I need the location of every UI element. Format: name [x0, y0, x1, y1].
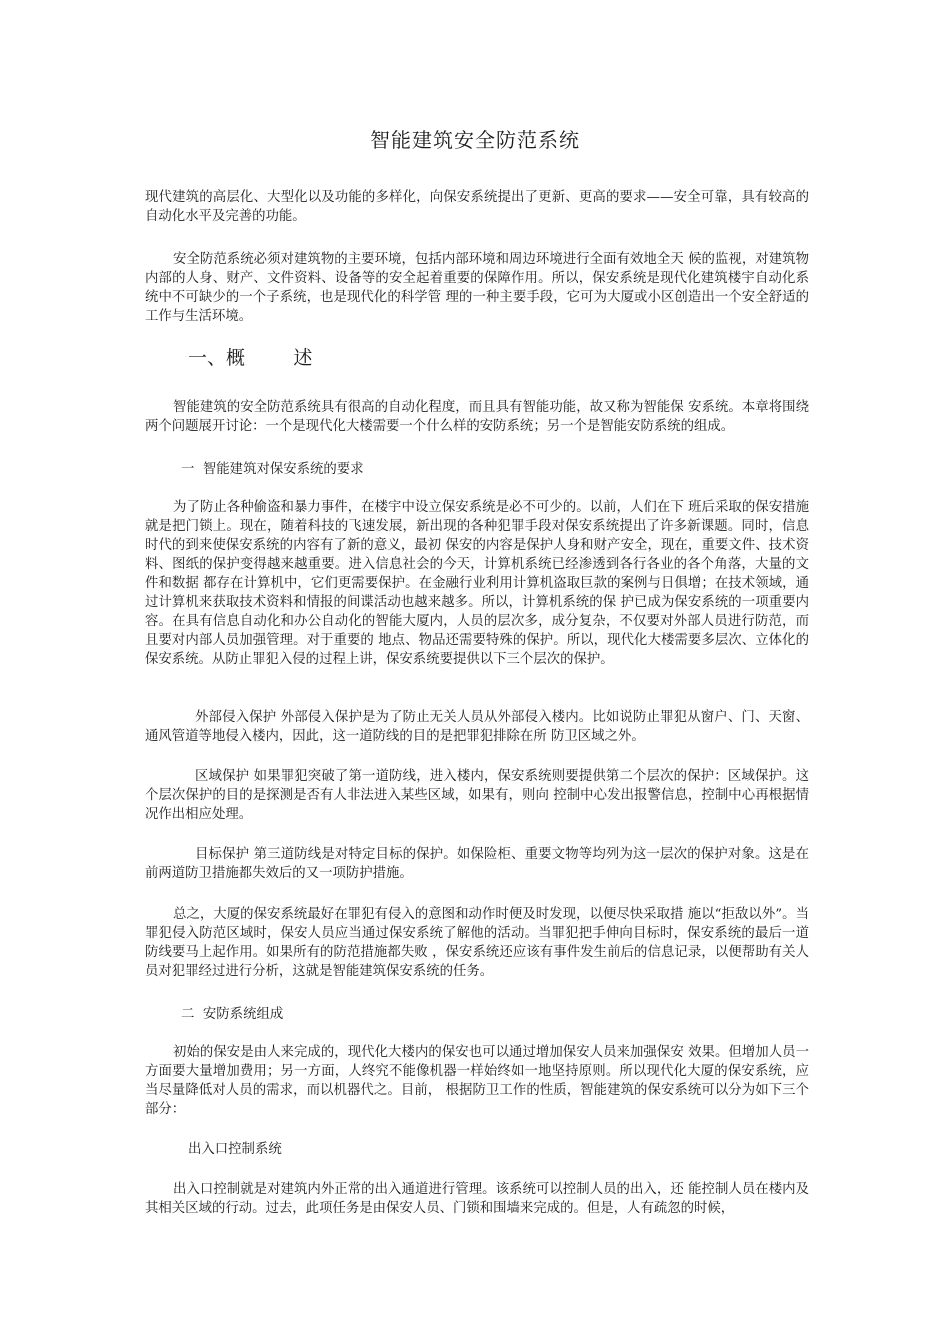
paragraph-area-protection: 区域保护 如果罪犯突破了第一道防线，进入楼内，保安系统则要提供第二个层次的保护：区域保护。这个层次保护的目的是探测是否有人非法进入某些区域，如果有，则向 控制中心发出报警信息，控制中心再根据情况作出相应处理。: [145, 769, 809, 822]
subsubsection-heading-access-control: 出入口控制系统: [188, 1142, 282, 1157]
paragraph-external-protection: 外部侵入保护 外部侵入保护是为了防止无关人员从外部侵入楼内。比如说防止罪犯从窗户、门、天窗、通风管道等地侵入楼内，因此，这一道防线的目的是把罪犯排除在所 防卫区域之外。: [145, 710, 809, 744]
paragraph-summary: 总之，大厦的保安系统最好在罪犯有侵入的意图和动作时便及时发现，以便尽快采取措 施以“拒敌以外”。当罪犯侵入防范区域时，保安人员应当通过保安系统了解他的活动。当罪犯把手伸向目标时，保安系统的最后一道防线要马上起作用。如果所有的防范措施都失败 ，保安系统还应该有事件发生前后的信息记录，以便帮助有关人员对犯罪经过进行分析，这就是智能建筑保安系统的任务。: [145, 907, 809, 979]
paragraph-access-control: 出入口控制就是对建筑内外正常的出入通道进行管理。该系统可以控制人员的出入，还 能控制人员在楼内及其相关区域的行动。过去，此项任务是由保安人员、门锁和围墙来完成的。但是，人有疏忽的时候，: [145, 1182, 809, 1216]
paragraph-target-protection: 目标保护 第三道防线是对特定目标的保护。如保险柜、重要文物等均列为这一层次的保护对象。这是在前两道防卫措施都失效后的又一项防护措施。: [145, 847, 809, 881]
paragraph-intro: 现代建筑的高层化、大型化以及功能的多样化，向保安系统提出了更新、更高的要求——安全可靠，具有较高的自动化水平及完善的功能。: [145, 190, 809, 224]
section-heading-overview: 一、概 述: [188, 347, 313, 369]
paragraph-requirements: 为了防止各种偷盗和暴力事件，在楼宇中设立保安系统是必不可少的。以前，人们在下 班后采取的保安措施就是把门锁上。现在，随着科技的飞速发展，新出现的各种犯罪手段对保安系统提出了许多新课题。同时，信息时代的到来使保安系统的内容有了新的意义，最初 保安的内容是保护人身和财产安全，现在，重要文件、技术资料、图纸的保护变得越来越重要。进入信息社会的今天，计算机系统已经渗透到各行各业的各个角落，大量的文件和数据 都存在计算机中，它们更需要保护。在金融行业利用计算机盗取巨款的案例与日俱增；在技术领域，通过计算机来获取技术资料和情报的间谍活动也越来越多。所以，计算机系统的保 护已成为保安系统的一项重要内容。在具有信息自动化和办公自动化的智能大厦内，人员的层次多，成分复杂，不仅要对外部人员进行防范，而且要对内部人员加强管理。对于重要的 地点、物品还需要特殊的保护。所以，现代化大楼需要多层次、立体化的保安系统。从防止罪犯入侵的过程上讲，保安系统要提供以下三个层次的保护。: [145, 500, 809, 667]
document-title: 智能建筑安全防范系统: [370, 128, 580, 152]
paragraph-security-role: 安全防范系统必须对建筑物的主要环境，包括内部环境和周边环境进行全面有效地全天 候的监视，对建筑物内部的人身、财产、文件资料、设备等的安全起着重要的保障作用。所以，保安系统是现代化建筑楼宇自动化系统中不可缺少的一个子系统，也是现代化的科学管 理的一种主要手段，它可为大厦或小区创造出一个安全舒适的工作与生活环境。: [145, 252, 809, 324]
paragraph-composition: 初始的保安是由人来完成的，现代化大楼内的保安也可以通过增加保安人员来加强保安 效果。但增加人员一方面要大量增加费用；另一方面，人终究不能像机器一样始终如一地坚持原则。所以现代化大厦的保安系统，应当尽量降低对人员的需求，而以机器代之。目前， 根据防卫工作的性质，智能建筑的保安系统可以分为如下三个部分：: [145, 1045, 809, 1117]
subsection-heading-composition: 二 安防系统组成: [181, 1007, 284, 1022]
subsection-heading-requirements: 一 智能建筑对保安系统的要求: [181, 462, 364, 477]
paragraph-overview: 智能建筑的安全防范系统具有很高的自动化程度，而且具有智能功能，故又称为智能保 安系统。本章将围绕两个问题展开讨论：一个是现代化大楼需要一个什么样的安防系统；另一个是智能安防系统的组成。: [145, 400, 809, 434]
